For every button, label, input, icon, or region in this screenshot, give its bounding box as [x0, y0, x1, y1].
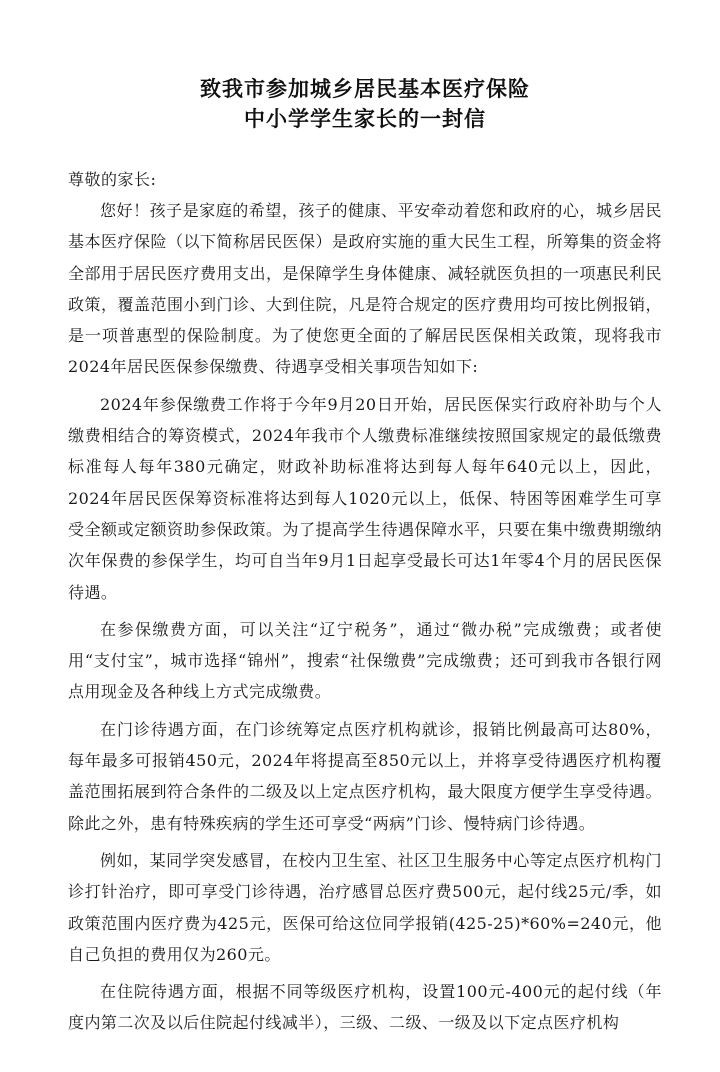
paragraph-intro: 您好！孩子是家庭的希望，孩子的健康、平安牵动着您和政府的心，城乡居民基本医疗保险（以下简称居民医保）是政府实施的重大民生工程，所筹集的资金将全部用于居民医疗费用支出，是保障学生身体健康、减轻就医负担的一项惠民利民政策，覆盖范围小到门诊、大到住院，凡是符合规定的医疗费用均可按比例报销，是一项普惠型的保险制度。为了使您更全面的了解居民医保相关政策，现将我市2024年居民医保参保缴费、待遇享受相关事项告知如下: [68, 201, 662, 377]
paragraph-example: 例如，某同学突发感冒，在校内卫生室、社区卫生服务中心等定点医疗机构门诊打针治疗，即可享受门诊待遇，治疗感冒总医疗费500元，起付线25元/季，如政策范围内医疗费为425元，医保可给这位同学报销(425-25)*60%=240元，他自己负担的费用仅为260元。 [68, 850, 662, 964]
paragraph-outpatient: 在门诊待遇方面，在门诊统筹定点医疗机构就诊，报销比例最高可达80%，每年最多可报销450元，2024年将提高至850元以上，并将享受待遇医疗机构覆盖范围拓展到符合条件的二级及以上定点医疗机构，最大限度方便学生享受待遇。除此之外，患有特殊疾病的学生还可享受“两病”门诊、慢特病门诊待遇。 [68, 719, 662, 833]
paragraph-contribution: 2024年参保缴费工作将于今年9月20日开始，居民医保实行政府补助与个人缴费相结合的筹资模式，2024年我市个人缴费标准继续按照国家规定的最低缴费标准每人每年380元确定，财政补助标准将达到每人每年640元以上，因此，2024年居民医保筹资标准将达到每人1020元以上，低保、特困等困难学生可享受全额或定额资助参保政策。为了提高学生待遇保障水平，只要在集中缴费期缴纳次年保费的参保学生，均可自当年9月1日起享受最长可达1年零4个月的居民医保待遇。 [68, 394, 662, 602]
paragraph-inpatient: 在住院待遇方面，根据不同等级医疗机构，设置100元-400元的起付线（年度内第二次及以后住院起付线减半），三级、二级、一级及以下定点医疗机构 [68, 982, 662, 1033]
greeting: 尊敬的家长: [68, 170, 157, 189]
paragraph-payment-methods: 在参保缴费方面，可以关注“辽宁税务”，通过“微办税”完成缴费；或者使用“支付宝”，城市选择“锦州”，搜索“社保缴费”完成缴费；还可到我市各银行网点用现金及各种线上方式完成缴费。 [68, 619, 662, 702]
letter-title-line2: 中小学学生家长的一封信 [244, 106, 486, 131]
letter-title-line1: 致我市参加城乡居民基本医疗保险 [200, 76, 530, 101]
